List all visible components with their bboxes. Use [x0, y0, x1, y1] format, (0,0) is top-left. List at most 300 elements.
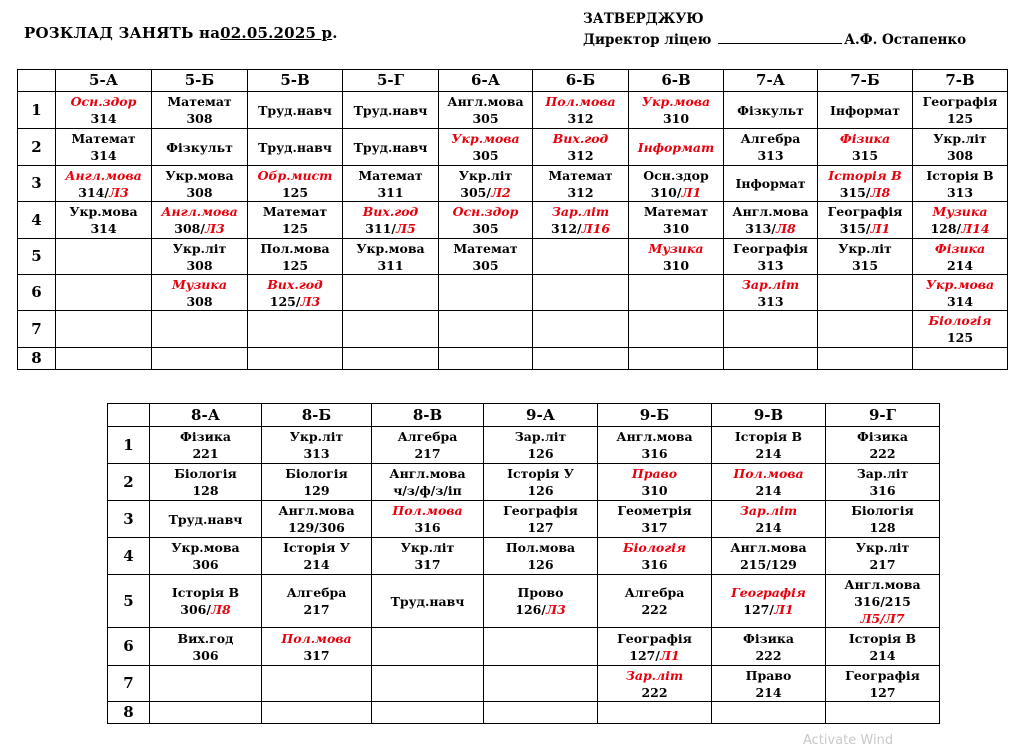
- lesson-row: [108, 501, 940, 538]
- lesson-cell: [712, 628, 826, 666]
- room-value: 308/: [174, 221, 205, 236]
- lesson-cell: [533, 275, 629, 311]
- lesson-cell: [343, 129, 439, 166]
- class-header: 8-Б: [262, 404, 372, 427]
- lesson-cell: [598, 464, 712, 501]
- room-value: 126: [527, 557, 554, 572]
- room-number: [56, 110, 151, 127]
- room-value: 125/: [269, 293, 301, 309]
- room-number: [913, 184, 1007, 201]
- subject-name: Укр.мова: [165, 167, 234, 183]
- room-group: Л8: [870, 184, 891, 200]
- subject-name: Осн.здор: [452, 204, 519, 219]
- room-value: 222: [755, 647, 782, 663]
- subject-name: Англ.мова: [278, 503, 355, 518]
- lesson-cell: [262, 702, 372, 724]
- room-number: [818, 257, 912, 274]
- lesson-cell: [818, 92, 913, 129]
- subject-name: Математ: [71, 131, 136, 146]
- lesson-number: 7: [108, 666, 150, 702]
- room-value: 125: [281, 257, 309, 273]
- lesson-cell: [629, 275, 724, 311]
- subject-name: Фізкульт: [737, 102, 804, 118]
- subject-name: Фізика: [743, 630, 794, 646]
- lesson-cell: [439, 239, 533, 275]
- lesson-cell: [248, 92, 343, 129]
- lesson-row: [108, 538, 940, 575]
- room-value: 128: [869, 520, 896, 535]
- room-number: [818, 184, 912, 201]
- subject-name: Укр.літ: [289, 429, 344, 444]
- room-number: [826, 647, 939, 664]
- room-number: [343, 220, 438, 237]
- subject-name: Біологія: [623, 540, 686, 555]
- lesson-cell: [56, 311, 152, 348]
- room-value: 312: [567, 184, 594, 200]
- room-value: 125: [281, 221, 309, 236]
- room-number: [262, 647, 371, 664]
- room-group: Л16: [581, 221, 611, 236]
- room-value: 217: [869, 557, 896, 572]
- room-number: [262, 519, 371, 536]
- lesson-cell: [913, 129, 1008, 166]
- room-group: Л1: [659, 647, 680, 663]
- room-number: [150, 445, 261, 462]
- room-number: [152, 293, 247, 310]
- subject-name: Зар.літ: [741, 276, 800, 292]
- subject-name: Історія У: [283, 540, 350, 555]
- room-value: 314/: [78, 184, 109, 200]
- lesson-cell: [598, 702, 712, 724]
- class-header: 9-В: [712, 404, 826, 427]
- subject-name: Пол.мова: [260, 240, 330, 256]
- room-number: [152, 257, 247, 274]
- subject-name: Осн.здор: [643, 167, 709, 183]
- subject-name: Вих.год: [267, 276, 323, 292]
- lesson-cell: [150, 538, 262, 575]
- room-value: 310: [641, 483, 668, 498]
- room-number: [598, 556, 711, 573]
- subject-name: Історія У: [507, 466, 574, 481]
- room-value: 312: [567, 148, 594, 163]
- lesson-cell: [439, 202, 533, 239]
- room-value: 316: [641, 557, 668, 572]
- lesson-cell: [826, 666, 940, 702]
- subject-name: Математ: [548, 167, 613, 183]
- lesson-number: 3: [108, 501, 150, 538]
- room-number: [439, 257, 532, 274]
- subject-name: Укр.літ: [838, 240, 892, 256]
- room-number: [712, 482, 825, 499]
- lesson-cell: [598, 501, 712, 538]
- lesson-cell: [152, 202, 248, 239]
- lesson-cell: [533, 92, 629, 129]
- room-value: 129/306: [288, 520, 345, 535]
- lesson-cell: [598, 666, 712, 702]
- room-number: [484, 601, 597, 618]
- room-number: [439, 110, 532, 127]
- room-group: Л1: [870, 221, 891, 236]
- class-header: 5-Б: [152, 70, 248, 92]
- room-value: 315: [851, 148, 879, 163]
- lesson-cell: [152, 275, 248, 311]
- room-value: 127/: [743, 602, 774, 617]
- lesson-cell: [152, 166, 248, 202]
- subject-name: Геометрія: [617, 503, 692, 518]
- lesson-cell: [150, 427, 262, 464]
- lesson-cell: [913, 166, 1008, 202]
- lesson-cell: [484, 501, 598, 538]
- lesson-cell: [439, 129, 533, 166]
- subject-name: Укр.мова: [69, 204, 138, 219]
- room-number: [598, 647, 711, 664]
- lesson-number: 5: [108, 575, 150, 628]
- lesson-cell: [913, 348, 1008, 370]
- lesson-cell: [372, 427, 484, 464]
- room-value: 308: [186, 293, 213, 309]
- lesson-cell: [343, 92, 439, 129]
- subject-name: Вих.год: [552, 131, 609, 146]
- lesson-number: 4: [108, 538, 150, 575]
- subject-name: Вих.год: [362, 204, 419, 219]
- room-number: [152, 184, 247, 201]
- room-number: [913, 220, 1007, 237]
- room-group: Л3: [545, 602, 566, 617]
- lesson-cell: [712, 702, 826, 724]
- subject-name: Алгебра: [397, 429, 458, 444]
- subject-name: Біологія: [174, 466, 237, 481]
- lesson-number: 5: [18, 239, 56, 275]
- class-header: 7-Б: [818, 70, 913, 92]
- subject-name: Інформат: [637, 139, 715, 155]
- subject-name: Інформат: [735, 176, 806, 191]
- room-value: 214: [869, 647, 896, 663]
- room-value: 222: [641, 684, 668, 700]
- class-header: 5-Г: [343, 70, 439, 92]
- room-value: 305: [472, 148, 499, 163]
- room-number: [372, 445, 483, 462]
- room-group: Л2: [490, 184, 511, 200]
- room-group: Л3: [108, 184, 129, 200]
- lesson-cell: [484, 702, 598, 724]
- room-value: 315/: [839, 221, 871, 236]
- lesson-cell: [248, 129, 343, 166]
- lesson-cell: [724, 129, 818, 166]
- lesson-cell: [439, 348, 533, 370]
- lesson-cell: [150, 464, 262, 501]
- subject-name: Алгебра: [624, 585, 685, 600]
- lesson-row: [18, 202, 1008, 239]
- schedule-table-grades-5-7: [17, 69, 1008, 370]
- subject-name: Укр.літ: [458, 167, 513, 183]
- room-group: Л1: [681, 184, 702, 200]
- room-number: [248, 184, 342, 201]
- lesson-cell: [629, 166, 724, 202]
- lesson-cell: [372, 702, 484, 724]
- subject-name: Обр.мист: [257, 167, 333, 183]
- subject-name: Фізика: [857, 429, 908, 444]
- lesson-cell: [56, 166, 152, 202]
- lesson-cell: [724, 311, 818, 348]
- room-number: [484, 482, 597, 499]
- room-value: 126/: [515, 602, 546, 617]
- lesson-cell: [152, 348, 248, 370]
- room-number: [56, 220, 151, 237]
- subject-name: Укр.мова: [451, 131, 520, 146]
- lesson-cell: [484, 538, 598, 575]
- lesson-cell: [533, 311, 629, 348]
- room-value: 128/: [930, 221, 962, 236]
- room-number: [629, 220, 723, 237]
- class-header: 6-Б: [533, 70, 629, 92]
- lesson-cell: [629, 311, 724, 348]
- schedule-title: [24, 24, 338, 42]
- lesson-row: [18, 166, 1008, 202]
- room-value: 222: [641, 602, 668, 617]
- room-value: 308: [186, 184, 213, 200]
- lesson-cell: [826, 427, 940, 464]
- room-value: 126: [527, 446, 554, 461]
- room-value: 127/: [629, 647, 660, 663]
- lesson-cell: [372, 575, 484, 628]
- subject-name: Труд.навч: [258, 139, 332, 155]
- subject-name: Пол.мова: [545, 94, 616, 109]
- room-value: 317: [641, 520, 668, 535]
- room-number: [248, 293, 342, 310]
- lesson-cell: [818, 348, 913, 370]
- room-group: Л5: [395, 221, 416, 236]
- lesson-cell: [724, 202, 818, 239]
- room-value: 317: [303, 647, 330, 663]
- subject-name: Історія В: [734, 429, 803, 444]
- approval-block: [583, 9, 966, 51]
- room-value: 127: [527, 520, 554, 535]
- lesson-cell: [248, 166, 343, 202]
- lesson-cell: [712, 501, 826, 538]
- class-header: 6-В: [629, 70, 724, 92]
- subject-name: Історія В: [171, 585, 240, 600]
- subject-name: Зар.літ: [856, 466, 909, 481]
- subject-name: Вих.год: [177, 630, 234, 646]
- subject-name: Математ: [358, 167, 423, 183]
- lesson-cell: [598, 628, 712, 666]
- lesson-cell: [533, 129, 629, 166]
- subject-name: Біологія: [851, 503, 914, 518]
- room-number: [248, 257, 342, 274]
- room-number: [712, 445, 825, 462]
- lesson-row: [18, 129, 1008, 166]
- subject-name: Музика: [172, 276, 227, 292]
- lesson-cell: [533, 239, 629, 275]
- class-header: 8-В: [372, 404, 484, 427]
- lesson-cell: [826, 538, 940, 575]
- lesson-cell: [533, 202, 629, 239]
- lesson-cell: [150, 666, 262, 702]
- lesson-cell: [343, 202, 439, 239]
- class-header: 9-Б: [598, 404, 712, 427]
- room-value: 214: [755, 483, 782, 498]
- subject-name: Англ.мова: [730, 540, 807, 555]
- room-number: [484, 519, 597, 536]
- room-number: [712, 647, 825, 664]
- lesson-cell: [248, 311, 343, 348]
- lesson-cell: [826, 501, 940, 538]
- room-number: [826, 556, 939, 573]
- subject-name: Пол.мова: [281, 630, 352, 646]
- room-value: 313: [303, 446, 330, 461]
- lesson-number: 6: [108, 628, 150, 666]
- lesson-cell: [248, 202, 343, 239]
- lesson-cell: [724, 239, 818, 275]
- room-group: Л5/Л7: [860, 610, 905, 626]
- director-label: Директор ліцею: [583, 32, 712, 48]
- lesson-cell: [372, 501, 484, 538]
- subject-name: Пол.мова: [733, 466, 804, 481]
- room-number: [262, 445, 371, 462]
- title-prefix: РОЗКЛАД ЗАНЯТЬ на: [24, 24, 221, 42]
- subject-name: Укр.літ: [933, 131, 987, 146]
- room-value: 316: [869, 483, 896, 498]
- room-value: 314: [90, 148, 117, 163]
- room-number: [629, 184, 723, 201]
- room-number: [484, 445, 597, 462]
- lesson-number: 3: [18, 166, 56, 202]
- lesson-cell: [484, 575, 598, 628]
- subject-name: Англ.мова: [65, 167, 142, 183]
- room-number: [913, 147, 1007, 164]
- lesson-cell: [826, 702, 940, 724]
- lesson-cell: [484, 427, 598, 464]
- class-header: 7-А: [724, 70, 818, 92]
- room-number: [826, 684, 939, 701]
- lesson-cell: [598, 575, 712, 628]
- subject-name: Фізика: [839, 131, 891, 146]
- subject-name: Музика: [648, 240, 704, 256]
- subject-name: Англ.мова: [844, 576, 921, 592]
- lesson-row: [18, 239, 1008, 275]
- subject-name: Право: [631, 466, 678, 481]
- room-number: [343, 184, 438, 201]
- subject-name: Історія В: [848, 630, 917, 646]
- lesson-cell: [629, 92, 724, 129]
- subject-name: Алгебра: [286, 585, 347, 600]
- subject-name: Англ.мова: [447, 94, 524, 109]
- room-number: [598, 445, 711, 462]
- subject-name: Зар.літ: [551, 204, 610, 219]
- lesson-cell: [343, 311, 439, 348]
- room-value: 316/215: [854, 593, 911, 609]
- room-value: 214: [303, 557, 330, 572]
- room-number: [913, 329, 1007, 346]
- signature-line: [718, 31, 842, 44]
- lesson-cell: [818, 202, 913, 239]
- room-number: [439, 147, 532, 164]
- subject-name: Математ: [262, 204, 328, 219]
- room-value: 305: [472, 221, 499, 236]
- lesson-number: 1: [108, 427, 150, 464]
- subject-name: Труд.навч: [258, 102, 332, 118]
- subject-name: Музика: [932, 204, 988, 219]
- subject-name: Географія: [617, 630, 692, 646]
- lesson-cell: [533, 348, 629, 370]
- room-number: [262, 601, 371, 618]
- subject-name: Труд.навч: [353, 102, 428, 118]
- lesson-cell: [152, 239, 248, 275]
- class-header: 7-В: [913, 70, 1008, 92]
- class-header: 9-Г: [826, 404, 940, 427]
- room-value: 126: [527, 483, 554, 498]
- room-value: 315/: [839, 184, 871, 200]
- room-value: 125: [946, 111, 974, 126]
- lesson-cell: [913, 202, 1008, 239]
- subject-name: Укр.мова: [171, 540, 240, 555]
- class-header: 8-А: [150, 404, 262, 427]
- activation-watermark: Activate Wind: [803, 733, 894, 748]
- room-value: 316: [641, 446, 668, 461]
- room-number: [248, 220, 342, 237]
- lesson-row: [18, 311, 1008, 348]
- subject-name: Зар.літ: [514, 429, 567, 444]
- room-number: [533, 147, 628, 164]
- room-number: [262, 556, 371, 573]
- room-value: 312/: [550, 221, 582, 236]
- lesson-number: 8: [108, 702, 150, 724]
- room-number: [724, 220, 817, 237]
- subject-name: Прово: [517, 585, 564, 600]
- lesson-cell: [150, 702, 262, 724]
- subject-name: Англ.мова: [732, 204, 809, 219]
- lesson-cell: [724, 166, 818, 202]
- room-number: [818, 147, 912, 164]
- room-number: [343, 257, 438, 274]
- lesson-cell: [56, 275, 152, 311]
- lesson-cell: [826, 575, 940, 628]
- lesson-number: 8: [18, 348, 56, 370]
- lesson-row: [18, 92, 1008, 129]
- subject-name: Англ.мова: [616, 429, 693, 444]
- lesson-cell: [152, 129, 248, 166]
- room-value: 310: [662, 111, 690, 126]
- room-number: [913, 110, 1007, 127]
- room-group: Л1: [773, 602, 794, 617]
- room-value: 308: [186, 111, 213, 126]
- lesson-cell: [598, 427, 712, 464]
- room-number: [598, 519, 711, 536]
- room-value: 313: [757, 293, 784, 309]
- lesson-cell: [56, 129, 152, 166]
- lesson-cell: [152, 311, 248, 348]
- room-number: [712, 601, 825, 618]
- subject-name: Пол.мова: [505, 540, 576, 555]
- lesson-cell: [262, 575, 372, 628]
- lesson-number: 7: [18, 311, 56, 348]
- subject-name: Англ.мова: [389, 466, 466, 481]
- lesson-cell: [343, 275, 439, 311]
- lesson-cell: [913, 239, 1008, 275]
- class-header: 5-А: [56, 70, 152, 92]
- room-value: 311/: [365, 221, 396, 236]
- room-number: [598, 482, 711, 499]
- director-name: А.Ф. Остапенко: [844, 32, 967, 48]
- room-value: 313: [946, 184, 974, 200]
- room-value: 310/: [650, 184, 682, 200]
- lesson-cell: [262, 427, 372, 464]
- room-number: [533, 184, 628, 201]
- lesson-cell: [712, 464, 826, 501]
- room-value: 313: [757, 148, 784, 163]
- subject-name: Зар.літ: [625, 667, 684, 683]
- room-value: 317: [414, 557, 441, 572]
